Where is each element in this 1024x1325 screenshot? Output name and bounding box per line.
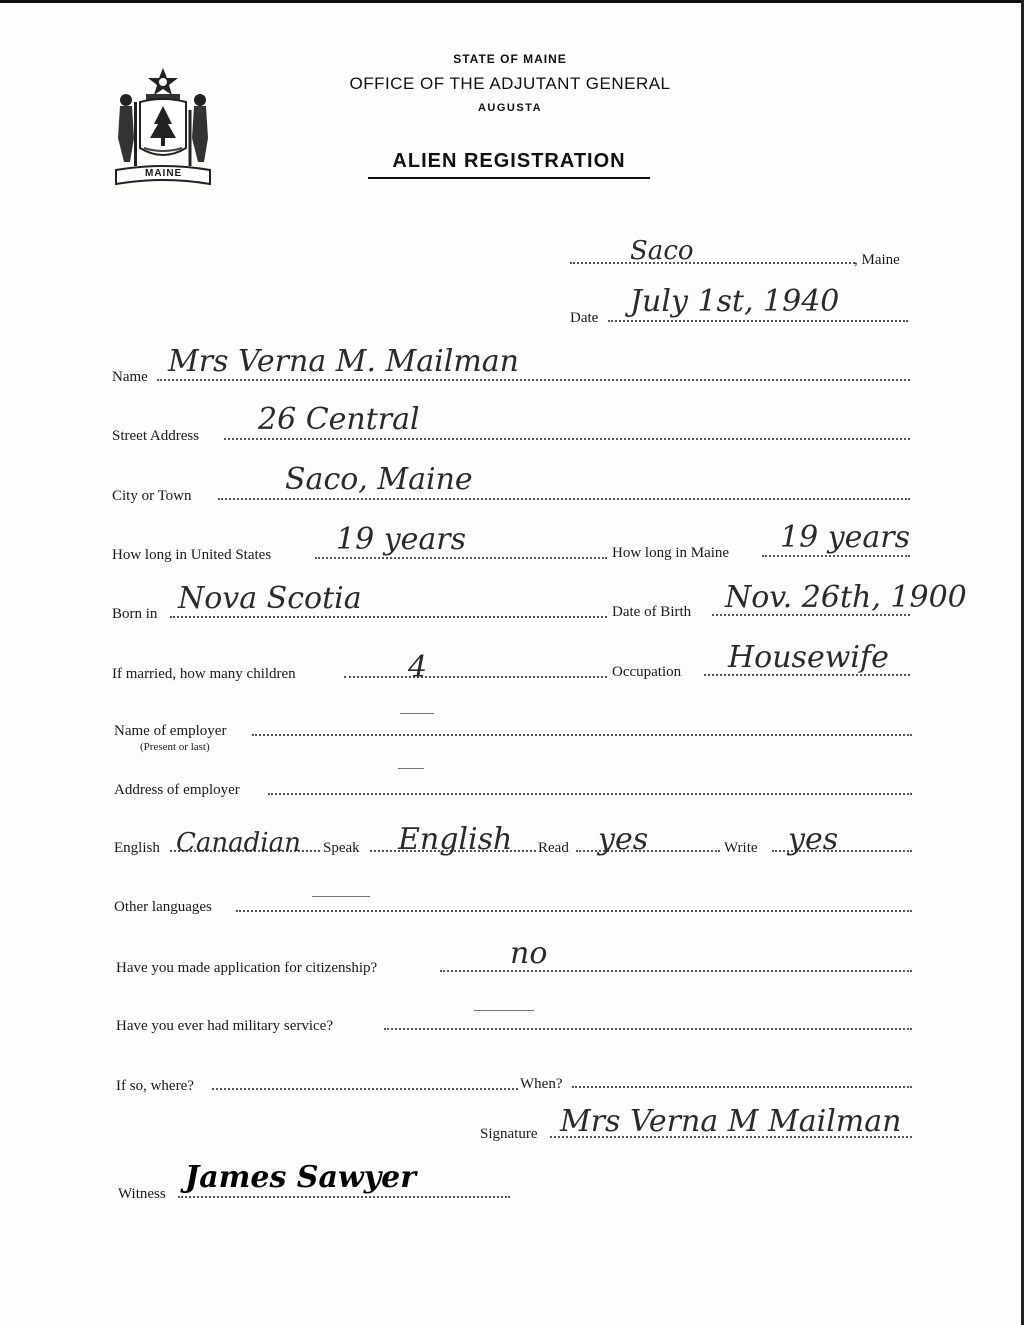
speak-value: English (398, 822, 513, 857)
header-city: AUGUSTA (477, 102, 543, 114)
children-line (344, 676, 607, 678)
born-in-value: Nova Scotia (178, 581, 362, 616)
occupation-value: Housewife (728, 640, 889, 675)
military-dash (474, 1010, 534, 1011)
name-value: Mrs Verna M. Mailman (168, 344, 519, 379)
occupation-label: Occupation (612, 664, 682, 680)
witness-value: James Sawyer (185, 1160, 417, 1195)
children-value: 4 (408, 650, 428, 685)
employer-dash (400, 713, 434, 714)
speak-label: Speak (323, 840, 360, 856)
signature-label: Signature (480, 1126, 538, 1142)
how-long-maine-label: How long in Maine (612, 545, 730, 561)
other-languages-line (236, 910, 912, 912)
name-label: Name (112, 369, 148, 385)
read-value: yes (598, 822, 649, 857)
date-label: Date (570, 310, 599, 326)
how-long-us-value: 19 years (336, 522, 467, 557)
employer-name-line (252, 734, 912, 736)
signature-value: Mrs Verna M Mailman (560, 1104, 902, 1139)
name-line (157, 379, 910, 381)
city-label: City or Town (112, 488, 192, 504)
employer-name-label: Name of employer (114, 723, 227, 739)
header-office: OFFICE OF THE ADJUTANT GENERAL (349, 74, 671, 93)
witness-line (178, 1196, 510, 1198)
date-value: July 1st, 1940 (630, 284, 840, 319)
english-label: English (114, 840, 160, 856)
employer-note-label: (Present or last) (140, 741, 210, 753)
witness-label: Witness (118, 1186, 166, 1202)
state-suffix-label: , Maine (854, 252, 900, 268)
english-value: Canadian (176, 828, 301, 858)
form-title: ALIEN REGISTRATION (392, 150, 626, 172)
when-line (572, 1086, 912, 1088)
citizenship-label: Have you made application for citizenship? (116, 960, 378, 976)
how-long-maine-value: 19 years (780, 520, 911, 555)
other-languages-dash (312, 896, 370, 897)
street-value: 26 Central (258, 402, 420, 437)
born-in-label: Born in (112, 606, 158, 622)
how-long-us-label: How long in United States (112, 547, 272, 563)
dob-label: Date of Birth (612, 604, 692, 620)
employer-address-dash (398, 768, 424, 769)
dob-value: Nov. 26th, 1900 (725, 580, 967, 615)
town-line (570, 262, 855, 264)
where-label: If so, where? (116, 1078, 194, 1094)
military-line (384, 1028, 912, 1030)
born-in-line (170, 616, 607, 618)
write-label: Write (724, 840, 758, 856)
employer-address-label: Address of employer (114, 782, 240, 798)
military-label: Have you ever had military service? (116, 1018, 333, 1034)
other-languages-label: Other languages (114, 899, 212, 915)
children-label: If married, how many children (112, 666, 296, 682)
city-value: Saco, Maine (285, 462, 473, 497)
where-line (212, 1088, 518, 1090)
how-long-maine-line (762, 555, 910, 557)
town-value: Saco (630, 236, 694, 266)
when-label: When? (520, 1076, 563, 1092)
seal-banner-text: MAINE (145, 168, 183, 179)
employer-address-line (268, 793, 912, 795)
write-value: yes (788, 822, 839, 857)
how-long-us-line (315, 557, 607, 559)
street-label: Street Address (112, 428, 200, 444)
citizenship-value: no (510, 936, 548, 971)
top-border (0, 0, 1024, 3)
header-state: STATE OF MAINE (453, 52, 567, 66)
street-line (224, 438, 910, 440)
title-underline (368, 177, 650, 179)
city-line (218, 498, 910, 500)
read-label: Read (538, 840, 569, 856)
date-line (608, 320, 908, 322)
